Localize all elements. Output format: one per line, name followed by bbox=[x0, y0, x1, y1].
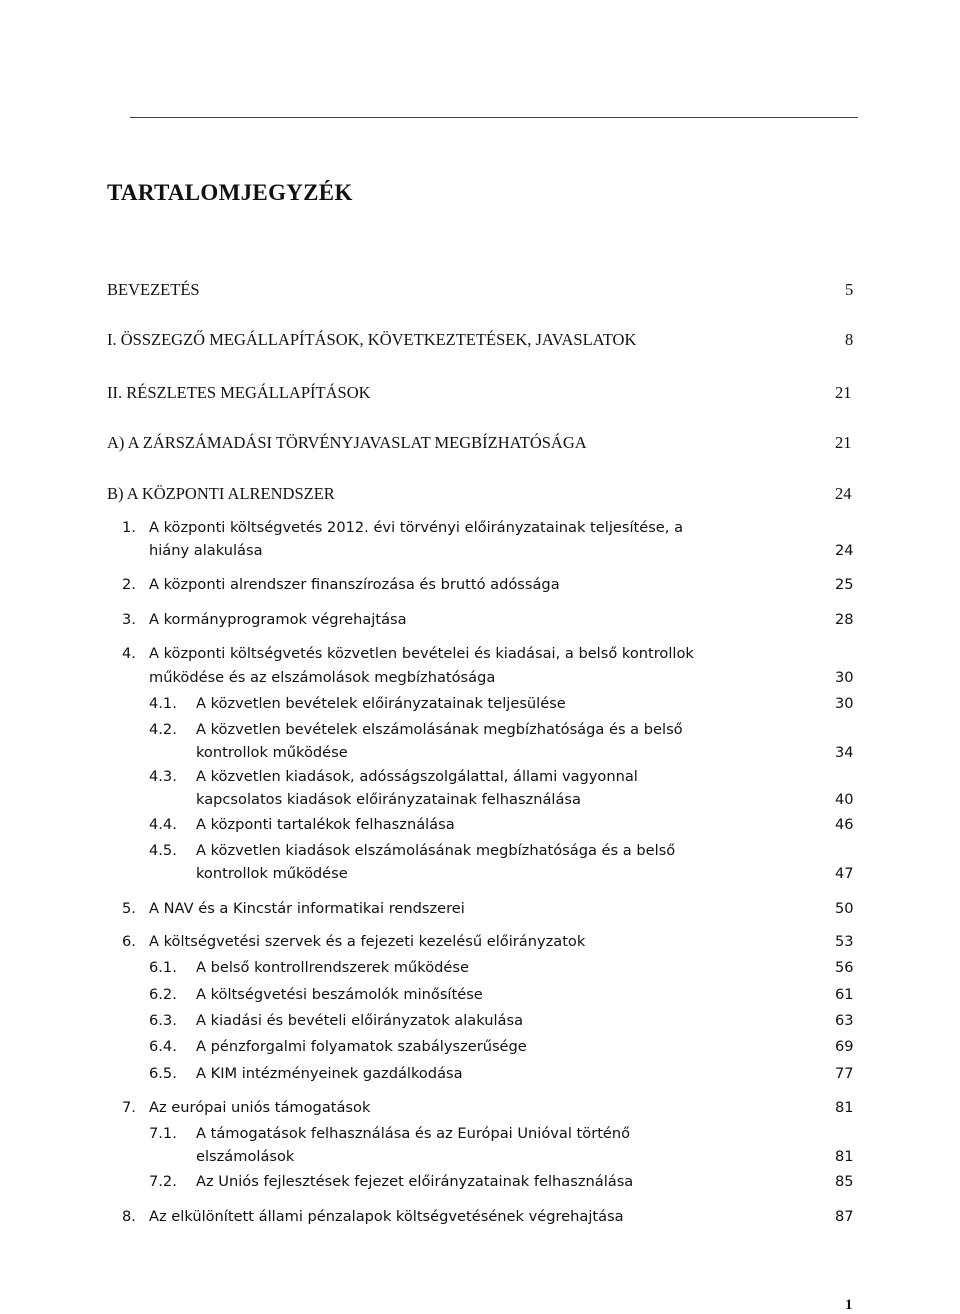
entry-text-line1: A közvetlen kiadások, adósságszolgálattal, állami vagyonnal bbox=[196, 768, 638, 785]
entry-page: 61 bbox=[835, 986, 854, 1003]
entry-page: 69 bbox=[835, 1038, 854, 1055]
entry-number: 7.1. bbox=[149, 1125, 177, 1142]
entry-number: 2. bbox=[122, 576, 136, 593]
entry-label: II. RÉSZLETES MEGÁLLAPÍTÁSOK bbox=[107, 383, 371, 402]
entry-page: 81 bbox=[835, 1099, 854, 1116]
entry-text: A pénzforgalmi folyamatok szabályszerűsége bbox=[196, 1038, 527, 1055]
entry-text: A költségvetési beszámolók minősítése bbox=[196, 986, 483, 1003]
entry-text: A NAV és a Kincstár informatikai rendszerei bbox=[149, 900, 465, 917]
entry-number: 6.4. bbox=[149, 1038, 177, 1055]
entry-text: A kormányprogramok végrehajtása bbox=[149, 611, 407, 628]
entry-number: 6.2. bbox=[149, 986, 177, 1003]
entry-number: 4. bbox=[122, 645, 136, 662]
entry-page: 46 bbox=[835, 816, 854, 833]
entry-text-line2: kontrollok működése bbox=[196, 744, 348, 761]
entry-page: 21 bbox=[835, 433, 852, 452]
entry-text: Az európai uniós támogatások bbox=[149, 1099, 371, 1116]
entry-page: 56 bbox=[835, 959, 854, 976]
entry-page: 85 bbox=[835, 1173, 854, 1190]
toc-entry bbox=[149, 842, 857, 884]
entry-number: 6.3. bbox=[149, 1012, 177, 1029]
entry-page: 77 bbox=[835, 1065, 854, 1082]
entry-number: 4.1. bbox=[149, 695, 177, 712]
entry-number: 5. bbox=[122, 900, 136, 917]
entry-label: B) A KÖZPONTI ALRENDSZER bbox=[107, 484, 335, 503]
page-number: 1 bbox=[845, 1297, 853, 1313]
entry-number: 6.1. bbox=[149, 959, 177, 976]
entry-page: 24 bbox=[835, 542, 854, 559]
toc-title: TARTALOMJEGYZÉK bbox=[107, 180, 353, 205]
entry-text: A belső kontrollrendszerek működése bbox=[196, 959, 469, 976]
entry-page: 47 bbox=[835, 865, 854, 882]
entry-page: 30 bbox=[835, 695, 854, 712]
entry-text-line2: hiány alakulása bbox=[149, 542, 263, 559]
entry-text-line2: működése és az elszámolások megbízhatósága bbox=[149, 669, 496, 686]
entry-text: A közvetlen bevételek előirányzatainak teljesülése bbox=[196, 695, 566, 712]
entry-page: 34 bbox=[835, 744, 854, 761]
entry-page: 24 bbox=[835, 484, 852, 503]
entry-text-line2: elszámolások bbox=[196, 1148, 295, 1165]
entry-page: 81 bbox=[835, 1148, 854, 1165]
top-rule bbox=[130, 117, 858, 118]
entry-text-line2: kapcsolatos kiadások előirányzatainak felhasználása bbox=[196, 791, 581, 808]
entry-page: 8 bbox=[845, 330, 854, 349]
entry-text: A központi tartalékok felhasználása bbox=[196, 816, 455, 833]
entry-text: A KIM intézményeinek gazdálkodása bbox=[196, 1065, 463, 1082]
toc-entry bbox=[122, 645, 857, 687]
toc-entry bbox=[122, 519, 857, 561]
entry-text: Az Uniós fejlesztések fejezet előirányzatainak felhasználása bbox=[196, 1173, 634, 1190]
entry-page: 40 bbox=[835, 791, 854, 808]
entry-text: A költségvetési szervek és a fejezeti kezelésű előirányzatok bbox=[149, 933, 586, 950]
entry-page: 25 bbox=[835, 576, 854, 593]
entry-text-line1: A támogatások felhasználása és az Európai Unióval történő bbox=[196, 1125, 631, 1142]
entry-page: 53 bbox=[835, 933, 854, 950]
entry-page: 30 bbox=[835, 669, 854, 686]
toc-entry bbox=[149, 721, 857, 763]
entry-number: 4.2. bbox=[149, 721, 177, 738]
entry-text-line1: A központi költségvetés közvetlen bevételei és kiadásai, a belső kontrollok bbox=[149, 645, 694, 662]
entry-page: 28 bbox=[835, 611, 854, 628]
entry-text: A kiadási és bevételi előirányzatok alakulása bbox=[196, 1012, 524, 1029]
entry-number: 6. bbox=[122, 933, 136, 950]
entry-text-line1: A központi költségvetés 2012. évi törvényi előirányzatainak teljesítése, a bbox=[149, 519, 684, 536]
entry-number: 7. bbox=[122, 1099, 136, 1116]
entry-number: 7.2. bbox=[149, 1173, 177, 1190]
entry-page: 5 bbox=[845, 280, 854, 299]
toc-entry bbox=[149, 768, 857, 810]
entry-page: 63 bbox=[835, 1012, 854, 1029]
entry-page: 87 bbox=[835, 1208, 854, 1225]
entry-number: 3. bbox=[122, 611, 136, 628]
entry-text: A központi alrendszer finanszírozása és bruttó adóssága bbox=[149, 576, 560, 593]
entry-text-line1: A közvetlen kiadások elszámolásának megbízhatósága és a belső bbox=[196, 842, 676, 859]
entry-number: 8. bbox=[122, 1208, 136, 1225]
entry-page: 50 bbox=[835, 900, 854, 917]
entry-number: 1. bbox=[122, 519, 136, 536]
entry-label: I. ÖSSZEGZŐ MEGÁLLAPÍTÁSOK, KÖVETKEZTETÉSEK, JAVASLATOK bbox=[107, 330, 637, 349]
entry-text-line1: A közvetlen bevételek elszámolásának megbízhatósága és a belső bbox=[196, 721, 683, 738]
entry-number: 4.5. bbox=[149, 842, 177, 859]
entry-text: Az elkülönített állami pénzalapok költségvetésének végrehajtása bbox=[149, 1208, 624, 1225]
entry-text-line2: kontrollok működése bbox=[196, 865, 348, 882]
toc-entry bbox=[149, 1125, 857, 1167]
entry-number: 4.4. bbox=[149, 816, 177, 833]
entry-label: BEVEZETÉS bbox=[107, 280, 200, 299]
entry-label: A) A ZÁRSZÁMADÁSI TÖRVÉNYJAVASLAT MEGBÍZHATÓSÁGA bbox=[107, 433, 587, 452]
entry-page: 21 bbox=[835, 383, 852, 402]
entry-number: 4.3. bbox=[149, 768, 177, 785]
entry-number: 6.5. bbox=[149, 1065, 177, 1082]
